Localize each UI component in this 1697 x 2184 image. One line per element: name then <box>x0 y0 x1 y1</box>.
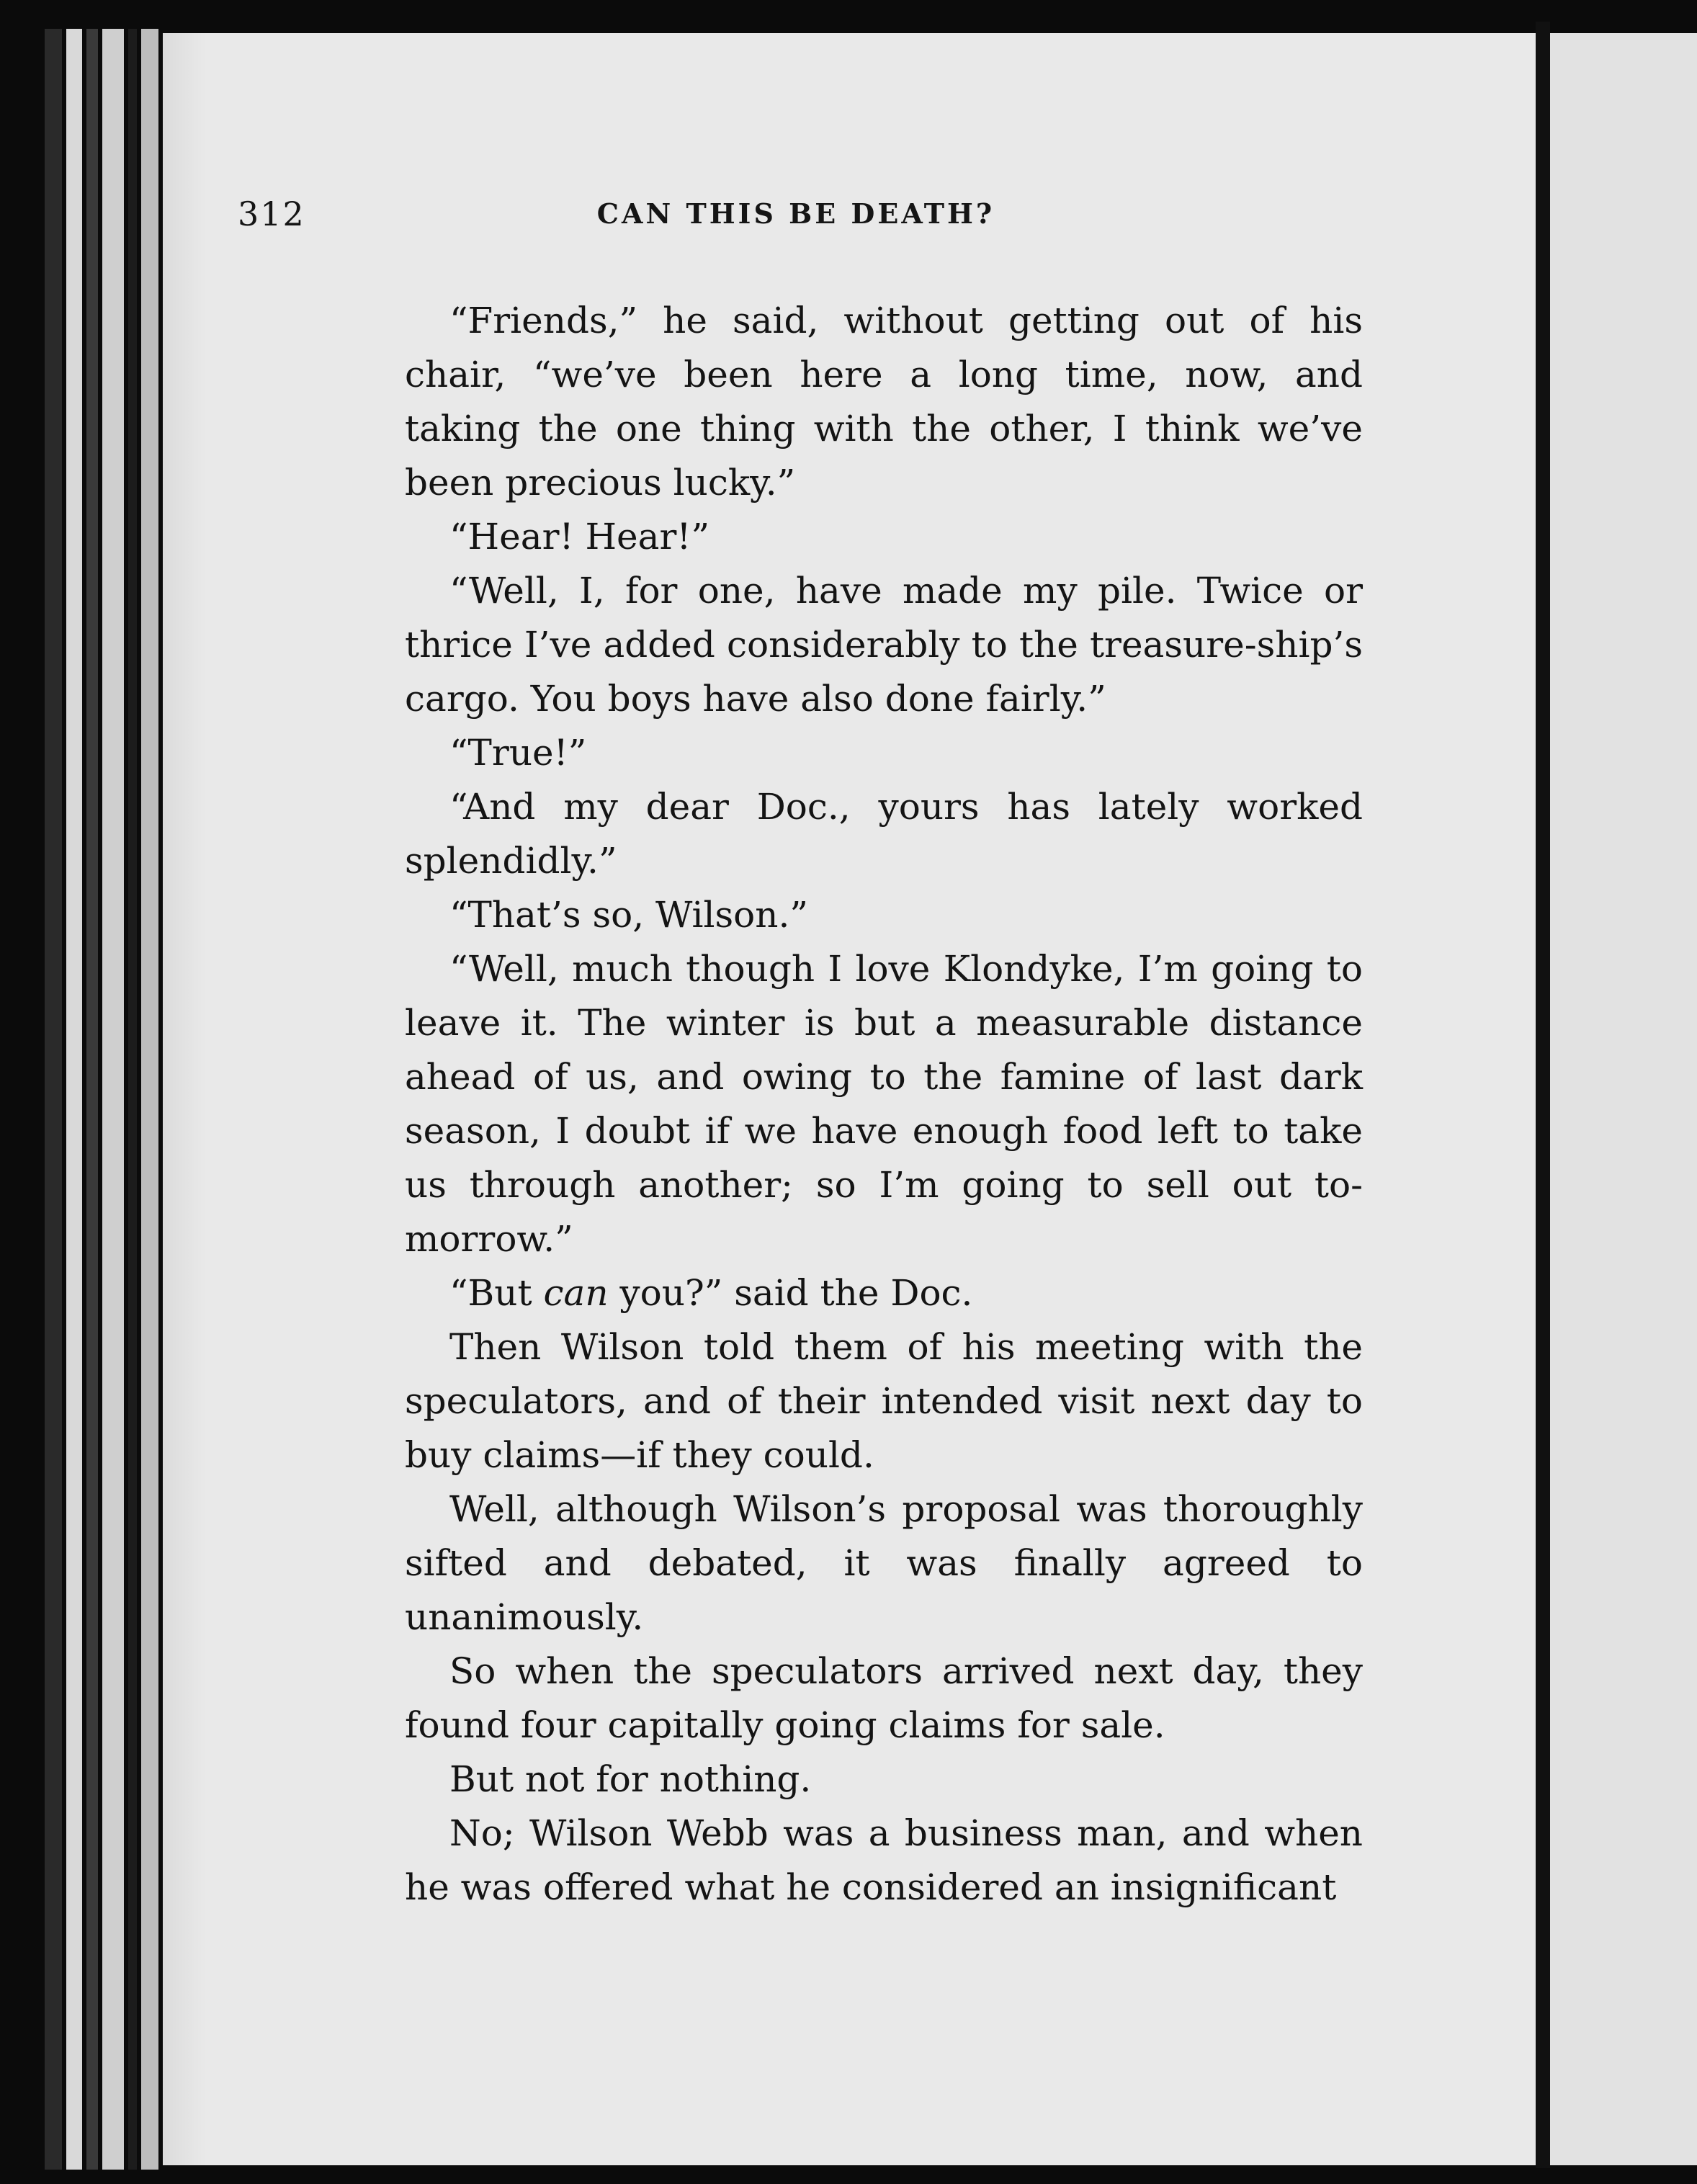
paragraph: “Well, I, for one, have made my pile. Twice or thrice I’ve added considerably to the treasure-ship’s cargo. You boys have also done fairly.” <box>405 570 1363 720</box>
page-edge <box>102 29 124 2170</box>
page-header <box>238 180 1354 259</box>
paragraph: “But can you?” said the Doc. <box>449 1272 973 1314</box>
paragraph: “Well, much though I love Klondyke, I’m going to leave it. The winter is but a measurable distance ahead of us, and owing to the famine of last dark season, I doubt if we have enough food left to take us through another; so I’m going to sell out to-morrow.” <box>405 948 1363 1260</box>
body-text <box>405 294 1363 1915</box>
paragraph: Then Wilson told them of his meeting with the speculators, and of their intended visit next day to buy claims—if they could. <box>405 1326 1363 1476</box>
running-head: CAN THIS BE DEATH? <box>596 197 995 230</box>
page-edge <box>86 29 98 2170</box>
page-number: 312 <box>238 194 305 233</box>
paragraph: So when the speculators arrived next day, they found four capitally going claims for sale. <box>405 1650 1363 1746</box>
book-gutter <box>1536 22 1550 2168</box>
paragraph: “That’s so, Wilson.” <box>449 894 808 936</box>
paragraph: “Friends,” he said, without getting out of his chair, “we’ve been here a long time, now, and taking the one thing with the other, I think we’ve been precious lucky.” <box>405 300 1363 504</box>
page-edge <box>128 29 137 2170</box>
paragraph: “And my dear Doc., yours has lately worked splendidly.” <box>405 786 1363 882</box>
paragraph: “Hear! Hear!” <box>449 516 710 558</box>
paragraph: Well, although Wilson’s proposal was thoroughly sifted and debated, it was finally agreed to unanimously. <box>405 1488 1363 1638</box>
paragraph: “True!” <box>449 732 587 774</box>
page-edge <box>66 29 82 2170</box>
paragraph: But not for nothing. <box>449 1758 812 1800</box>
page-edge <box>141 29 158 2170</box>
paragraph: No; Wilson Webb was a business man, and when he was offered what he considered an insignificant <box>405 1812 1363 1908</box>
page-edge <box>45 29 62 2170</box>
emphasis: can <box>543 1272 609 1314</box>
facing-page-edge <box>1550 33 1697 2165</box>
